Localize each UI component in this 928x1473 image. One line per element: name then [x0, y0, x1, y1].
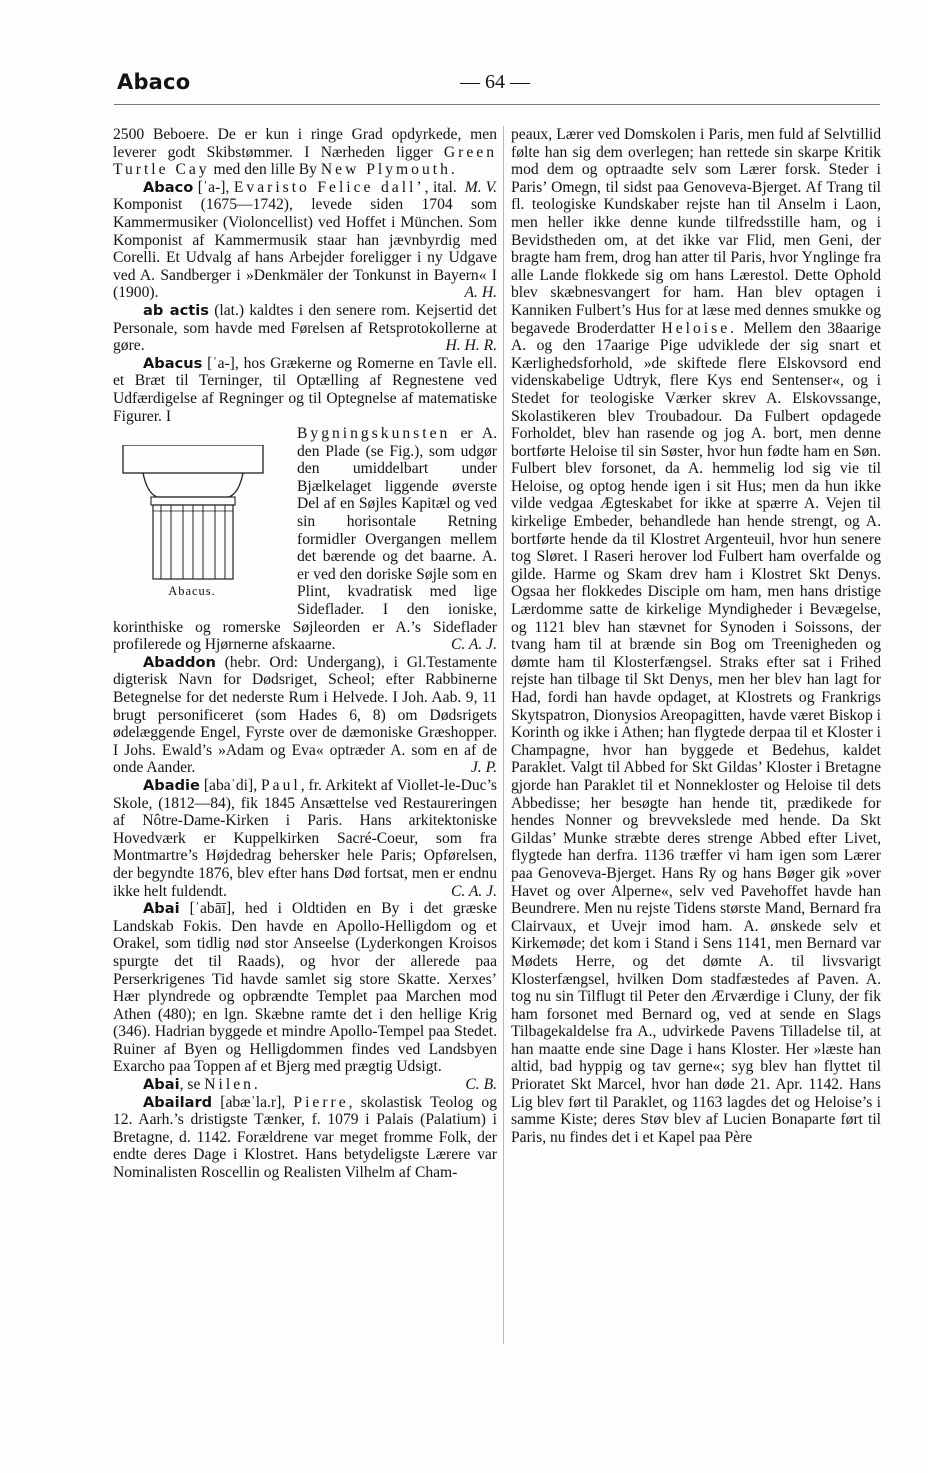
entry-text: er A. den Plade (se Fig.), som udgør den umiddelbart under Bjælkelaget liggende øverste Del af en Søjles Kapitæl og ved sin horisontale Retning formidler Overgangen mellem det bærende og det baarne. A. er ved den doriske Søjle som en Plint, kvadratisk med lige Sideflader. I den ioniske, korinthiske og romerske Søjleorden er A.’s Sideflader profilerede og Hjørnerne afskaarne.: [113, 425, 497, 654]
entry-text: Mellem den 38aarige A. og den 17aarige Pige udviklede der sig snart et Kærlighedsforhold, »de skiftede flere Elskovsord end videnskabelige Udtryk, flere Kys end Sentenser«, og i Stedet for teologiske Værker skrev A. Elskovssange, Skolastikeren blev Troubadour. Da Fulbert opdagede Forholdet, blev han rasende og jog A. bort, men denne bortførte Heloise til sin Søster, hvor hun fødte ham en Søn. Fulbert blev forsonet, da A. hemmelig lod sig vie til Heloise, og optog hende igen i sit Hus; men da hun ikke vilde vedgaa Ægteskabet for ikke at spærre A. Vejen til kirkelige Embeder, behandlede han hende strengt, og A. bortførte hende da til Klostret Argenteuil, hvor hun senere tog Sløret. I Raseri herover lod Fulbert ham overfalde og gilde. Harme og Skam drev ham i Klostret Skt Denys. Ogsaa her flokkedes Disciple om ham, men hans dristige Lærdomme satte de kirkelige Myndigheder i Bevægelse, og 1121 blev han stævnet for Synoden i Soissons, der tvang ham til at brænde sin Bog om Treenigheden og dømte ham til Klosterfængsel. Straks efter sat i Frihed rejste han tilbage til Skt Denys, men her blev han lagt for Had, fordi han havde opdaget, at Klostrets og Frankrigs Skytspatron, Dionysios Areopagitten, havde været Biskop i Korinth og ikke i Athen; han flygtede derpaa til et Kloster i Champagne, hvor han byggede et Bedehus, kaldet Paraklet. Valgt til Abbed for Skt Gildas’ Kloster i Bretagne gjorde han Paraklet til et Nonnekloster og Heloise til dets Abbedisse; her besøgte han hende tit, prædikede for hendes Nonner og brevvekslede med hende. Da Skt Gildas’ Munke stræbte deres strenge Abbed efter Livet, flygtede han derfra. 1136 træffer vi ham igen som Lærer paa Genoveva-Bjerget. Hans Ry og hans Bøger gik »over Havet og over Alperne«, selv ved Pavehoffet havde han Beundrere. Men nu rejste Tidens største Mand, Bernard fra Clairvaux, et Uvejr imod ham. A. ønskede selv et Kirkemøde; det kom i Stand i Sens 1141, men Bernard var Mødets Herre, og det dømte A. til livsvarigt Klosterfængsel, hvilken Dom stadfæstedes af Paven. A. tog nu sin Tilflugt til Peter den Ærværdige i Cluny, der fik ham forsonet med Bernard og, ved at sende en Slags Tilbagekaldelse fra A., udvirkede Pavens Tilladelse til, at han maatte ende sine Dage i hans Kloster. Her »læste han altid, bad hyppig og tav gerne«; syg blev han flyttet til Prioratet Skt Marcel, hvor han døde 21. Apr. 1142. Hans Lig blev ført til Paraklet, og 1163 lagdes det og Heloise’s i samme Kiste; deres Støv blev af Lucien Bonaparte ført til Paris, nu findes det i et Kapel paa Père: [511, 319, 881, 1146]
spaced-name: Paul: [261, 776, 301, 794]
pronunciation: [ˈa-],: [193, 178, 234, 196]
spaced-name: Heloise.: [661, 319, 738, 337]
entry-headword: Abai: [143, 900, 180, 918]
entry-text: , ital. Komponist (1675—1742), levede siden 1704 som Kammermusiker (Violoncellist) ved Hoffet i München. Som Komponist af Kammermusik staar han jævnbyrdig med Corelli. Et Udvalg af hans Arbejder foreligger i ny Udgave ved A. Sandberger i »Denkmäler der Tonkunst in Bayern« I (1900).: [113, 178, 497, 302]
entry-text: , skolastisk Teolog og 12. Aarh.’s dristigste Tænker, f. 1079 i Palais (Palatium) i Bretagne, d. 1142. Forældrene var meget fromme Folk, der endte deres Dage i Klostret. Hans betydeligste Lærere var Nominalisten Roscellin og Realisten Vilhelm af Cham-: [113, 1093, 497, 1182]
entry-abacus: [113, 355, 497, 425]
header-rule: [114, 104, 880, 105]
entry-abaco: [113, 179, 497, 302]
entry-headword: Abaddon: [143, 653, 216, 671]
author-signature: A. H.: [464, 284, 497, 302]
entry-headword: Abailard: [143, 1093, 213, 1111]
abacus-capital-illustration: [113, 445, 273, 581]
entry-text: (lat.) kaldtes i den senere rom. Kejsertid det Personale, som havde med Førelsen af Retsprotokollerne at gøre.: [113, 301, 497, 355]
entry-headword: ab actis: [143, 301, 209, 319]
cross-reference: Nilen.: [204, 1076, 261, 1094]
entry-ab-actis: [113, 302, 497, 355]
pronunciation: [abaˈdi],: [199, 776, 261, 794]
left-column: [113, 126, 497, 1344]
pronunciation: [abæˈla.r],: [212, 1093, 294, 1111]
abacus-figure: [113, 427, 285, 603]
entry-text: , fr. Arkitekt af Viollet-le-Duc’s Skole, (1812—84), fik 1845 Ansættelse ved Restaureringen af Nôtre-Dame-Kirken i Paris. Hans arkitektoniske Hovedværk er Kuppelkirken Sacré-Coeur, som fra Montmartre’s Højdedrag behersker hele Paris; Opførelsen, der begyndte 1876, blev efter hans Død fortsat, men er endnu ikke helt fuldendt.: [113, 776, 497, 900]
running-head-word: Abaco: [117, 70, 191, 94]
spaced-name: New Plymouth.: [320, 161, 458, 179]
author-signature: C. B.: [465, 1076, 497, 1094]
entry-headword: Abacus: [143, 354, 203, 372]
author-signature: C. A. J.: [450, 636, 497, 654]
running-header: [117, 70, 877, 104]
author-signature: M. V.: [464, 178, 497, 196]
column-divider: [503, 126, 504, 1344]
spaced-name: Pierre: [293, 1093, 349, 1111]
author-signature: H. H. R.: [445, 337, 497, 355]
entry-abaddon: [113, 654, 497, 777]
entry-text: peaux, Lærer ved Domskolen i Paris, men fuld af Selvtillid følte han sig dem overlegen; han rettede sin skarpe Kritik mod dem og optraadte selv som Lærer forsk. Steder i Paris’ Omegn, til sidst paa Genoveva-Bjerget. Af Trang til fl. teologiske Kundskaber rejste han til Anselm i Laon, men heller ikke denne kunde tilfredsstille ham, og i Bevidstheden om, at det ikke var Flid, men Geni, der bragte ham frem, drog han atter til Paris, hvor Ynglinge fra alle Lande flokkede sig om hans Lærestol. Dette Ophold blev skæbnesvangert for ham. Han blev optagen i Kanniken Fulbert’s Hus for at læse med dennes smukke og begavede Broderdatter: [511, 126, 881, 337]
author-signature: J. P.: [470, 759, 497, 777]
entry-headword: Abai: [143, 1076, 180, 1094]
entry-abailard-continued: [511, 126, 881, 1146]
entry-text: (hebr. Ord: Undergang), i Gl.Testamente digterisk Navn for Dødsriget, Scheol; efter Rabbinerne Betegnelse for det nederste Rum i Helvede. I Joh. Aab. 9, 11 brugt personificeret (som Hades 6, 8) om Dødsrigets ødelæggende Engel, Fyrste over de dæmoniske Græshopper. I Johs. Ewald’s »Adam og Eva« optræder A. som en af de onde Aander.: [113, 653, 497, 777]
entry-text: , se: [179, 1076, 205, 1094]
entry-abadie: [113, 777, 497, 900]
spaced-term: Bygningskunsten: [297, 425, 451, 443]
figure-caption: Abacus.: [168, 584, 216, 599]
right-column: [511, 126, 881, 1344]
entry-headword: Abadie: [143, 776, 200, 794]
spaced-name: Evaristo Felice dall’: [233, 178, 425, 196]
page-number: — 64 —: [460, 71, 530, 93]
entry-headword: Abaco: [143, 178, 194, 196]
entry-text: 2500 Beboere. De er kun i ringe Grad opdyrkede, men leverer godt Skibstømmer. I Nærheden ligger: [113, 126, 497, 161]
entry-text: [ˈabāī], hed i Oldtiden en By i det græske Landskab Fokis. Den havde en Apollo-Helligdom og et Orakel, som tidlig nød stor Anseelse (Lyderkongen Kroisos spurgte det til Raads), og hvor der allerede paa Perserkrigenes Tid havde samlet sig store Skatte. Xerxes’ Hær plyndrede og opbrændte Templet paa Marchen mod Athen (480); en lgn. Skæbne ramte det i den hellige Krig (346). Hadrian byggede et mindre Apollo-Tempel paa Stedet. Ruiner af Byen og Helligdommen findes ved Landsbyen Exarcho paa Toppen af et Bjerg med prægtig Udsigt.: [113, 900, 497, 1076]
entry-text: med den lille By: [209, 161, 321, 179]
author-signature: C. A. J.: [450, 882, 497, 900]
spaced-name: Green Turtle Cay: [113, 143, 497, 179]
entry-abailard: [113, 1094, 497, 1182]
entry-text: [ˈa-], hos Grækerne og Romerne en Tavle ell. et Bræt til Terninger, til Optælling af Regnestene ved Udfærdigelse af Regninger og til Optegnelse af matematiske Figurer. I: [113, 354, 497, 425]
